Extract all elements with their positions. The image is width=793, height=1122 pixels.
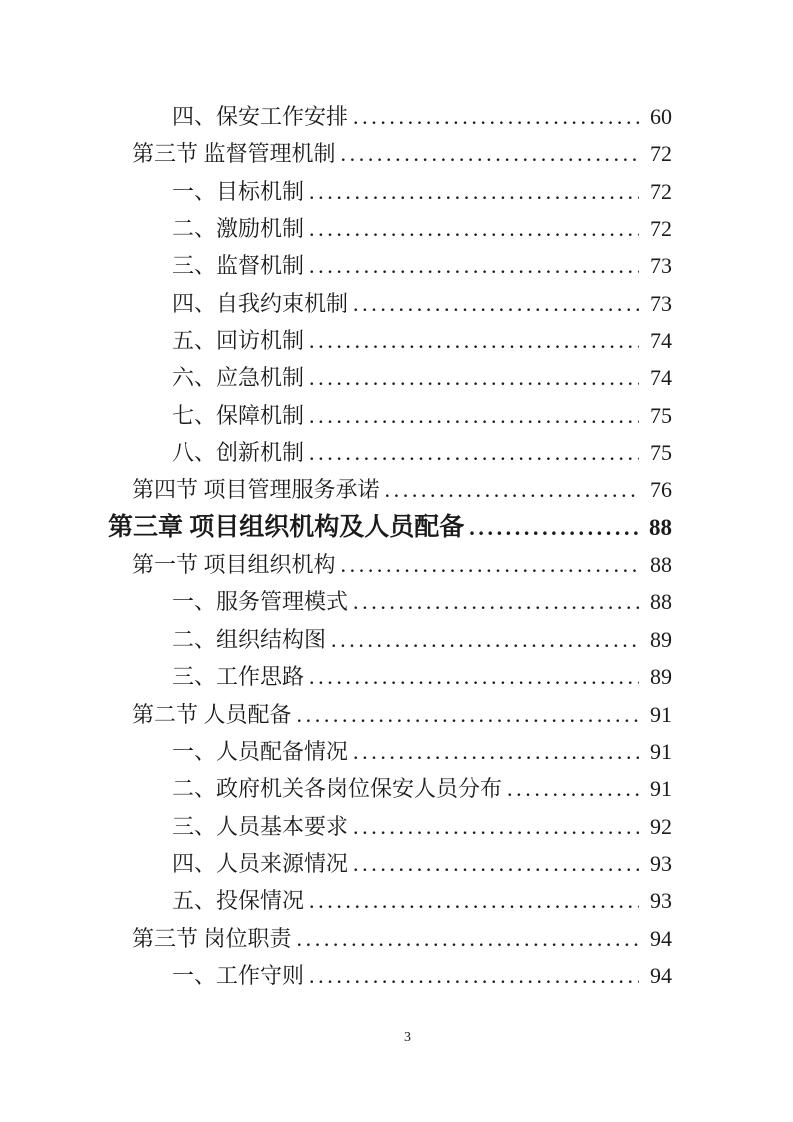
toc-entry-page: 75 — [650, 402, 672, 428]
toc-entry-chapter[interactable] — [108, 509, 672, 546]
toc-entry-label: 二、组织结构图 — [172, 626, 327, 652]
toc-entry-page: 93 — [650, 850, 672, 876]
toc-dot-leader — [309, 882, 639, 919]
toc-entry-page: 89 — [650, 664, 672, 690]
toc-entry-label: 三、监督机制 — [172, 253, 305, 279]
toc-dot-leader — [341, 135, 639, 172]
toc-entry-section[interactable] — [108, 135, 672, 172]
toc-dot-leader — [309, 210, 639, 247]
toc-entry-item[interactable] — [108, 98, 672, 135]
toc-entry-item[interactable] — [108, 733, 672, 770]
toc-entry-label: 第四节 项目管理服务承诺 — [132, 477, 380, 503]
toc-dot-leader — [507, 770, 639, 807]
toc-entry-label: 一、工作守则 — [172, 962, 305, 988]
toc-entry-page: 60 — [650, 104, 672, 129]
toc-entry-page: 93 — [650, 888, 672, 914]
toc-dot-leader — [309, 434, 639, 471]
toc-entry-page: 92 — [650, 813, 672, 839]
toc-entry-item[interactable] — [108, 285, 672, 322]
toc-entry-page: 73 — [650, 253, 672, 279]
toc-entry-item[interactable] — [108, 322, 672, 359]
toc-entry-label: 第一节 项目组织机构 — [132, 552, 336, 578]
toc-entry-label: 一、服务管理模式 — [172, 589, 349, 615]
footer-page-number: 3 — [404, 1030, 411, 1045]
toc-entry-section[interactable] — [108, 696, 672, 733]
toc-entry-item[interactable] — [108, 658, 672, 695]
toc-dot-leader — [309, 957, 639, 994]
toc-dot-leader — [385, 471, 639, 508]
toc-entry-page: 76 — [650, 477, 672, 503]
toc-dot-leader — [353, 98, 639, 135]
toc-entry-label: 六、应急机制 — [172, 365, 305, 391]
toc-entry-label: 三、工作思路 — [172, 664, 305, 690]
toc-dot-leader — [353, 845, 639, 882]
toc-entry-label: 一、目标机制 — [172, 178, 305, 204]
toc-dot-leader — [353, 808, 639, 845]
toc-entry-page: 91 — [650, 701, 672, 727]
toc-entry-page: 72 — [650, 216, 672, 242]
toc-entry-item[interactable] — [108, 434, 672, 471]
toc-entry-page: 88 — [649, 514, 672, 540]
toc-entry-section[interactable] — [108, 546, 672, 583]
toc-entry-page: 73 — [650, 290, 672, 316]
toc-entry-page: 94 — [650, 925, 672, 951]
toc-entry-page: 91 — [650, 776, 672, 802]
toc-dot-leader — [309, 397, 639, 434]
toc-entry-section[interactable] — [108, 471, 672, 508]
toc-dot-leader — [341, 546, 639, 583]
toc-dot-leader — [309, 658, 639, 695]
toc-entry-item[interactable] — [108, 882, 672, 919]
toc-entry-label: 第三节 监督管理机制 — [132, 141, 336, 167]
toc-dot-leader — [353, 285, 639, 322]
toc-dot-leader — [353, 583, 639, 620]
toc-entry-label: 二、政府机关各岗位保安人员分布 — [172, 776, 503, 802]
toc-dot-leader — [297, 920, 639, 957]
toc-entry-label: 四、自我约束机制 — [172, 290, 349, 316]
toc-entry-page: 94 — [650, 962, 672, 988]
toc-entry-label: 第三章 项目组织机构及人员配备 — [108, 513, 465, 541]
toc-entry-label: 五、投保情况 — [172, 888, 305, 914]
toc-dot-leader — [309, 247, 639, 284]
toc-entry-page: 75 — [650, 440, 672, 466]
toc-dot-leader — [297, 696, 639, 733]
toc-dot-leader — [469, 509, 639, 546]
toc-dot-leader — [309, 173, 639, 210]
toc-entry-item[interactable] — [108, 247, 672, 284]
toc-entry-page: 91 — [650, 738, 672, 764]
toc-entry-label: 第三节 岗位职责 — [132, 925, 292, 951]
toc-entry-item[interactable] — [108, 621, 672, 658]
toc-entry-item[interactable] — [108, 808, 672, 845]
toc-entry-item[interactable] — [108, 210, 672, 247]
toc-entry-label: 二、激励机制 — [172, 216, 305, 242]
toc-entry-item[interactable] — [108, 583, 672, 620]
toc-dot-leader — [331, 621, 639, 658]
toc-entry-label: 一、人员配备情况 — [172, 738, 349, 764]
toc-entry-item[interactable] — [108, 957, 672, 994]
toc-entry-label: 四、保安工作安排 — [172, 104, 349, 129]
toc-dot-leader — [309, 322, 639, 359]
toc-entry-label: 五、回访机制 — [172, 328, 305, 354]
toc-dot-leader — [353, 733, 639, 770]
toc-entry-label: 八、创新机制 — [172, 440, 305, 466]
toc-entry-item[interactable] — [108, 173, 672, 210]
toc-entry-item[interactable] — [108, 770, 672, 807]
toc-entry-item[interactable] — [108, 397, 672, 434]
toc-entry-page: 88 — [650, 589, 672, 615]
toc-entry-label: 七、保障机制 — [172, 402, 305, 428]
toc-entry-label: 第二节 人员配备 — [132, 701, 292, 727]
toc-entry-page: 72 — [650, 141, 672, 167]
toc-entry-section[interactable] — [108, 920, 672, 957]
toc-entry-label: 四、人员来源情况 — [172, 850, 349, 876]
toc-entry-item[interactable] — [108, 845, 672, 882]
toc-dot-leader — [309, 359, 639, 396]
toc-entry-page: 88 — [650, 552, 672, 578]
toc-entry-page: 72 — [650, 178, 672, 204]
toc-entry-item[interactable] — [108, 359, 672, 396]
toc-entry-page: 74 — [650, 328, 672, 354]
toc-entry-page: 89 — [650, 626, 672, 652]
toc-entry-page: 74 — [650, 365, 672, 391]
toc-list — [108, 98, 672, 994]
toc-entry-label: 三、人员基本要求 — [172, 813, 349, 839]
